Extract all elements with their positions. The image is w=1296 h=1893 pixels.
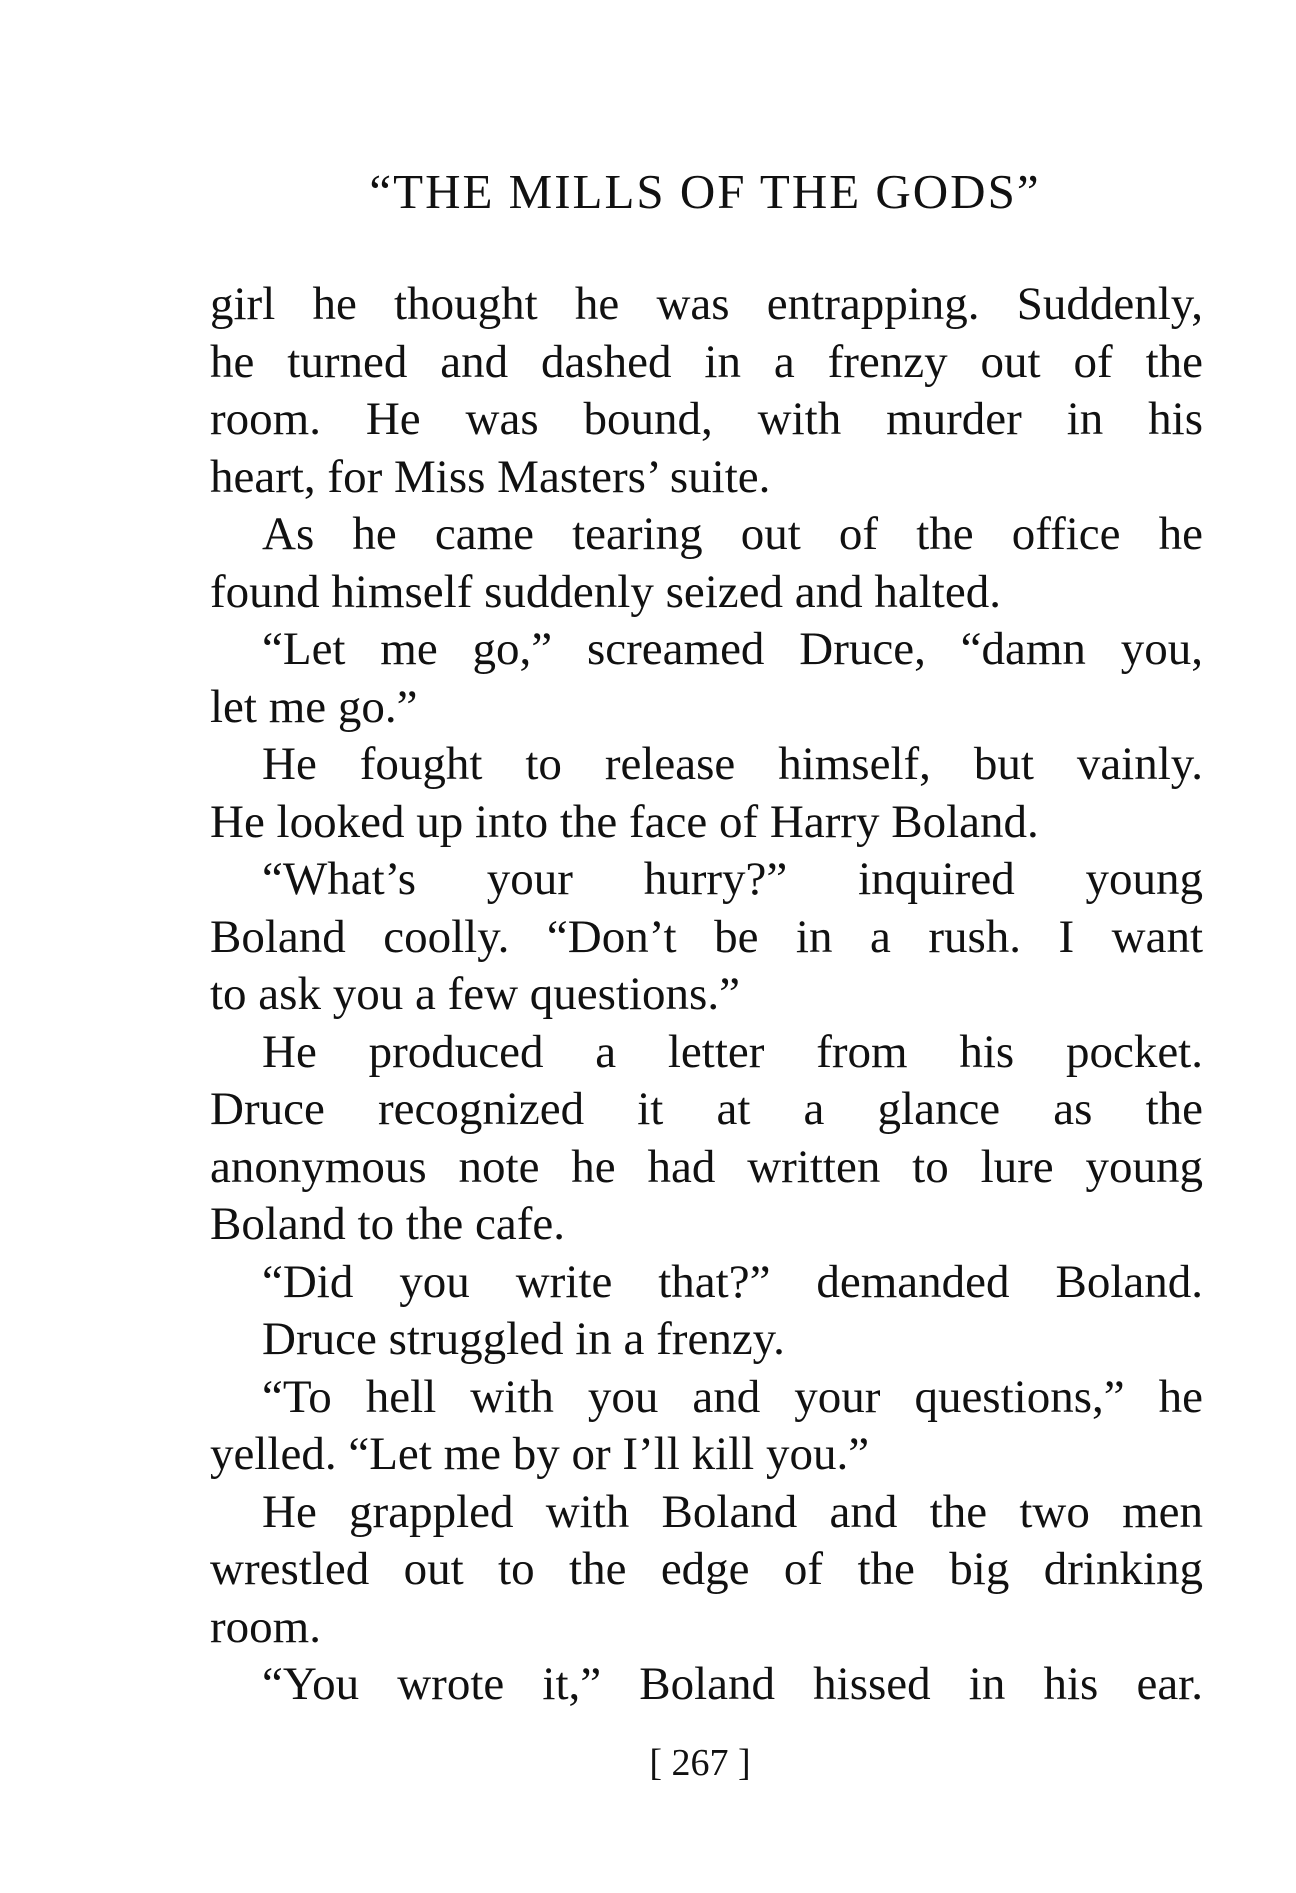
text-line: “You wrote it,” Boland hissed in his ear. — [262, 1658, 1203, 1710]
text-line: Boland coolly. “Don’t be in a rush. I want — [210, 910, 1203, 963]
text-line: “What’s your hurry?” inquired young — [262, 853, 1203, 905]
text-line: to ask you a few questions.” — [210, 968, 740, 1020]
text-line: “To hell with you and your questions,” he — [262, 1370, 1203, 1423]
text-line: he turned and dashed in a frenzy out of the — [210, 335, 1203, 388]
text-line: He produced a letter from his pocket. — [262, 1025, 1203, 1078]
text-line: Druce recognized it at a glance as the — [210, 1083, 1203, 1135]
text-line: Boland to the cafe. — [210, 1198, 565, 1250]
text-line: room. He was bound, with murder in his — [210, 393, 1203, 445]
text-line: girl he thought he was entrapping. Suddenly, — [210, 278, 1203, 330]
text-line: Druce struggled in a frenzy. — [262, 1313, 785, 1365]
text-line: As he came tearing out of the office he — [262, 508, 1203, 560]
text-line: He grappled with Boland and the two men — [262, 1485, 1203, 1538]
page-number: [ 267 ] — [649, 1742, 751, 1784]
running-head: “THE MILLS OF THE GODS” — [369, 164, 1041, 219]
text-line: heart, for Miss Masters’ suite. — [210, 450, 771, 503]
text-line: “Did you write that?” demanded Boland. — [262, 1255, 1203, 1308]
text-line: wrestled out to the edge of the big drinking — [210, 1543, 1203, 1595]
text-line: He looked up into the face of Harry Boland. — [210, 795, 1039, 848]
body-text — [210, 276, 1203, 1714]
text-line: let me go.” — [210, 680, 418, 733]
text-line: anonymous note he had written to lure young — [210, 1140, 1203, 1193]
text-line: “Let me go,” screamed Druce, “damn you, — [262, 623, 1203, 675]
text-line: room. — [210, 1600, 321, 1653]
text-line: He fought to release himself, but vainly. — [262, 738, 1203, 790]
text-line: yelled. “Let me by or I’ll kill you.” — [210, 1428, 870, 1480]
text-line: found himself suddenly seized and halted. — [210, 565, 1001, 618]
